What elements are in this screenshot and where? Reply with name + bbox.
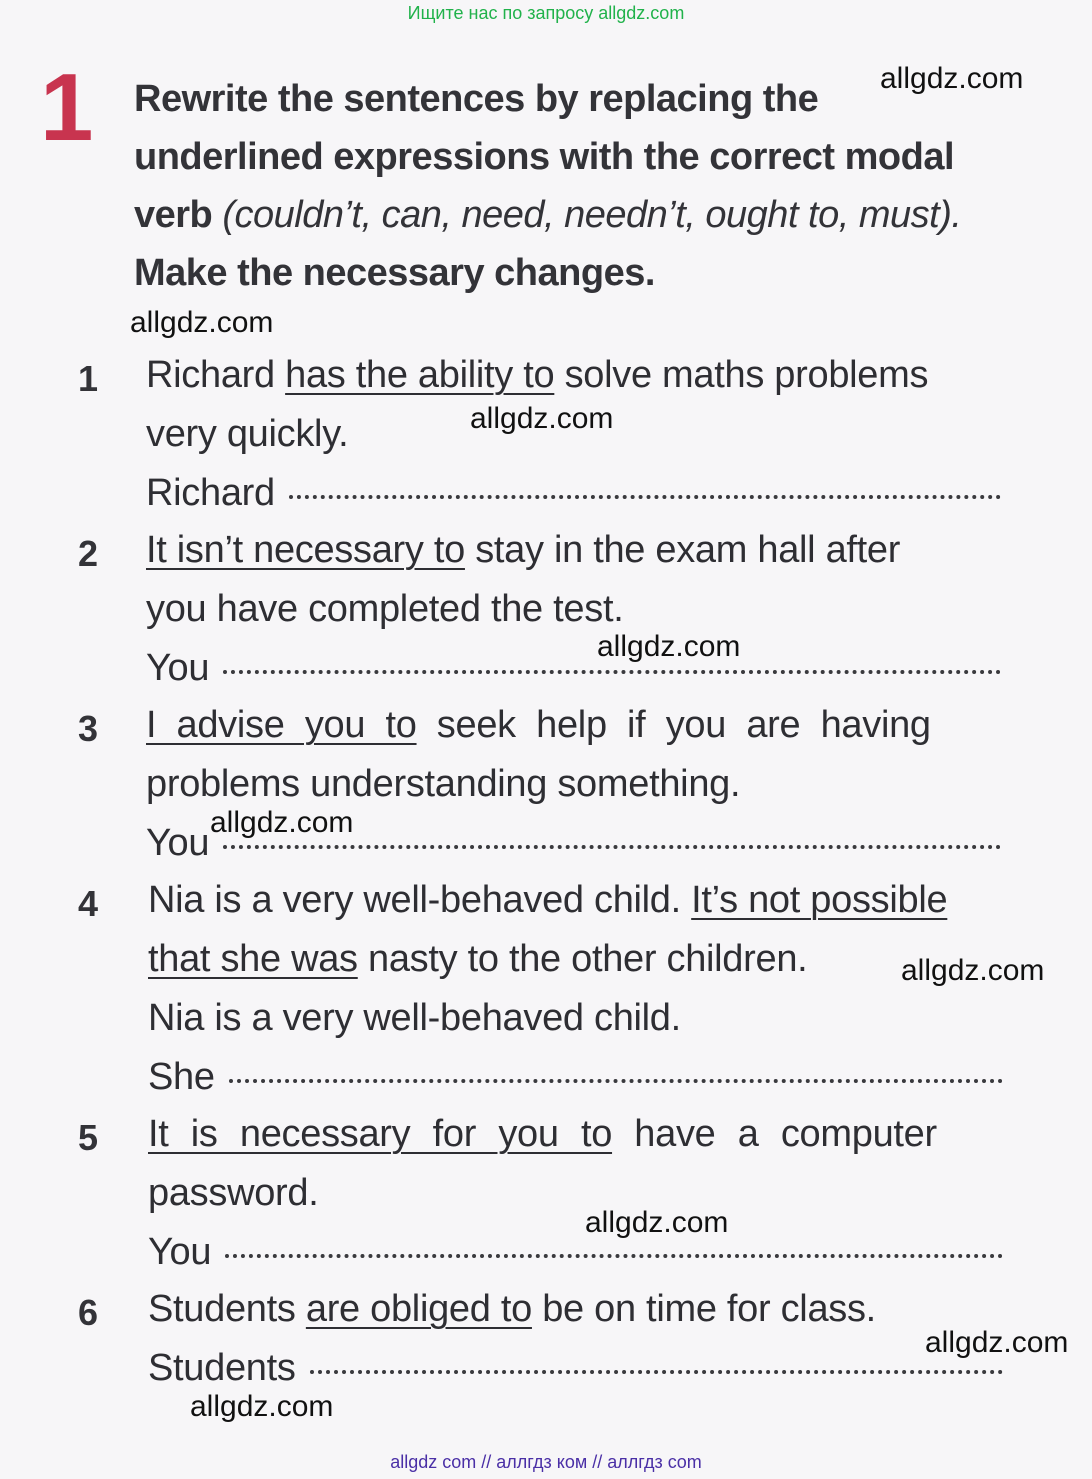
item-4-answer-dots[interactable]	[229, 1079, 1003, 1083]
instruction-line-2: underlined expressions with the correct modal	[134, 136, 955, 178]
item-3-sentence-line-1	[146, 696, 1018, 754]
item-5-answer-line[interactable]	[148, 1223, 1003, 1281]
item-2-sentence-line-1	[146, 521, 1018, 579]
item-6-answer-start: Students	[148, 1347, 296, 1389]
item-4-number: 4	[78, 883, 99, 924]
item-2-underlined: It isn’t necessary to	[146, 529, 465, 571]
item-1-text-end: solve maths problems	[554, 354, 929, 396]
watermark: allgdz.com	[130, 306, 274, 339]
item-1-answer-dots[interactable]	[289, 495, 1001, 499]
item-6-underlined: are obliged to	[305, 1288, 532, 1330]
item-4-underlined: It’s not possible	[691, 879, 948, 921]
item-2-sentence-line-2: you have completed the test.	[146, 588, 624, 630]
item-5-number: 5	[78, 1117, 99, 1158]
item-4-answer-line[interactable]	[148, 1048, 1003, 1106]
item-5-underlined: It is necessary for you to	[148, 1113, 613, 1155]
item-5-answer-dots[interactable]	[225, 1254, 1003, 1258]
item-4-text: Nia is a very well-behaved child.	[148, 879, 692, 921]
item-6-sentence-line-1	[148, 1280, 876, 1338]
watermark: allgdz.com	[210, 806, 354, 839]
item-6-answer-dots[interactable]	[310, 1370, 1003, 1374]
watermark: allgdz.com	[190, 1390, 334, 1423]
watermark: allgdz.com	[925, 1326, 1069, 1359]
item-5-answer-start: You	[148, 1231, 212, 1273]
item-4-sentence-line-3: Nia is a very well-behaved child.	[148, 997, 681, 1039]
instruction-modal-list: (couldn’t, can, need, needn’t, ought to, must).	[222, 194, 962, 236]
top-banner: Ищите нас по запросу allgdz.com	[407, 3, 685, 23]
item-1-number: 1	[78, 358, 99, 399]
watermark: allgdz.com	[585, 1206, 729, 1239]
item-4-sentence-line-2	[148, 930, 807, 988]
item-3-underlined: I advise you to	[146, 704, 417, 746]
watermark: allgdz.com	[597, 630, 741, 663]
instruction-line-1: Rewrite the sentences by replacing the	[134, 78, 819, 120]
item-4-sentence-line-1	[148, 871, 947, 929]
item-6-number: 6	[78, 1292, 99, 1333]
item-5-sentence-line-1	[148, 1105, 1020, 1163]
watermark: allgdz.com	[880, 62, 1024, 95]
item-4-text-end: nasty to the other children.	[357, 938, 808, 980]
item-2-answer-line[interactable]	[146, 639, 1001, 697]
item-1-answer-start: Richard	[146, 472, 275, 514]
item-2-number: 2	[78, 533, 99, 574]
item-4-underlined-2: that she was	[148, 938, 358, 980]
item-5-text-end: have a computer	[612, 1113, 937, 1155]
bottom-banner: allgdz com // аллгдз ком // аллгдз com	[390, 1452, 702, 1472]
item-3-number: 3	[78, 708, 99, 749]
item-1-sentence-line-2: very quickly.	[146, 413, 349, 455]
item-2-text-end: stay in the exam hall after	[464, 529, 901, 571]
item-5-sentence-line-2: password.	[148, 1172, 319, 1214]
item-3-answer-dots[interactable]	[223, 845, 1001, 849]
item-6-answer-line[interactable]	[148, 1339, 1003, 1397]
item-1-underlined: has the ability to	[285, 354, 555, 396]
instruction-line-4: Make the necessary changes.	[134, 252, 655, 294]
item-1-answer-line[interactable]	[146, 464, 1001, 522]
item-2-answer-start: You	[146, 647, 210, 689]
exercise-number: 1	[40, 54, 94, 161]
item-6-text: Students	[148, 1288, 306, 1330]
item-4-answer-start: She	[148, 1056, 215, 1098]
item-2-answer-dots[interactable]	[223, 670, 1001, 674]
item-3-sentence-line-2: problems understanding something.	[146, 763, 741, 805]
watermark: allgdz.com	[470, 402, 614, 435]
instruction-line-3	[134, 186, 1034, 244]
item-3-text-end: seek help if you are having	[416, 704, 931, 746]
item-1-sentence-line-1	[146, 346, 1018, 404]
watermark: allgdz.com	[901, 954, 1045, 987]
item-3-answer-start: You	[146, 822, 210, 864]
item-1-text: Richard	[146, 354, 286, 396]
instruction-verb: verb	[134, 194, 213, 236]
item-6-text-end: be on time for class.	[531, 1288, 876, 1330]
